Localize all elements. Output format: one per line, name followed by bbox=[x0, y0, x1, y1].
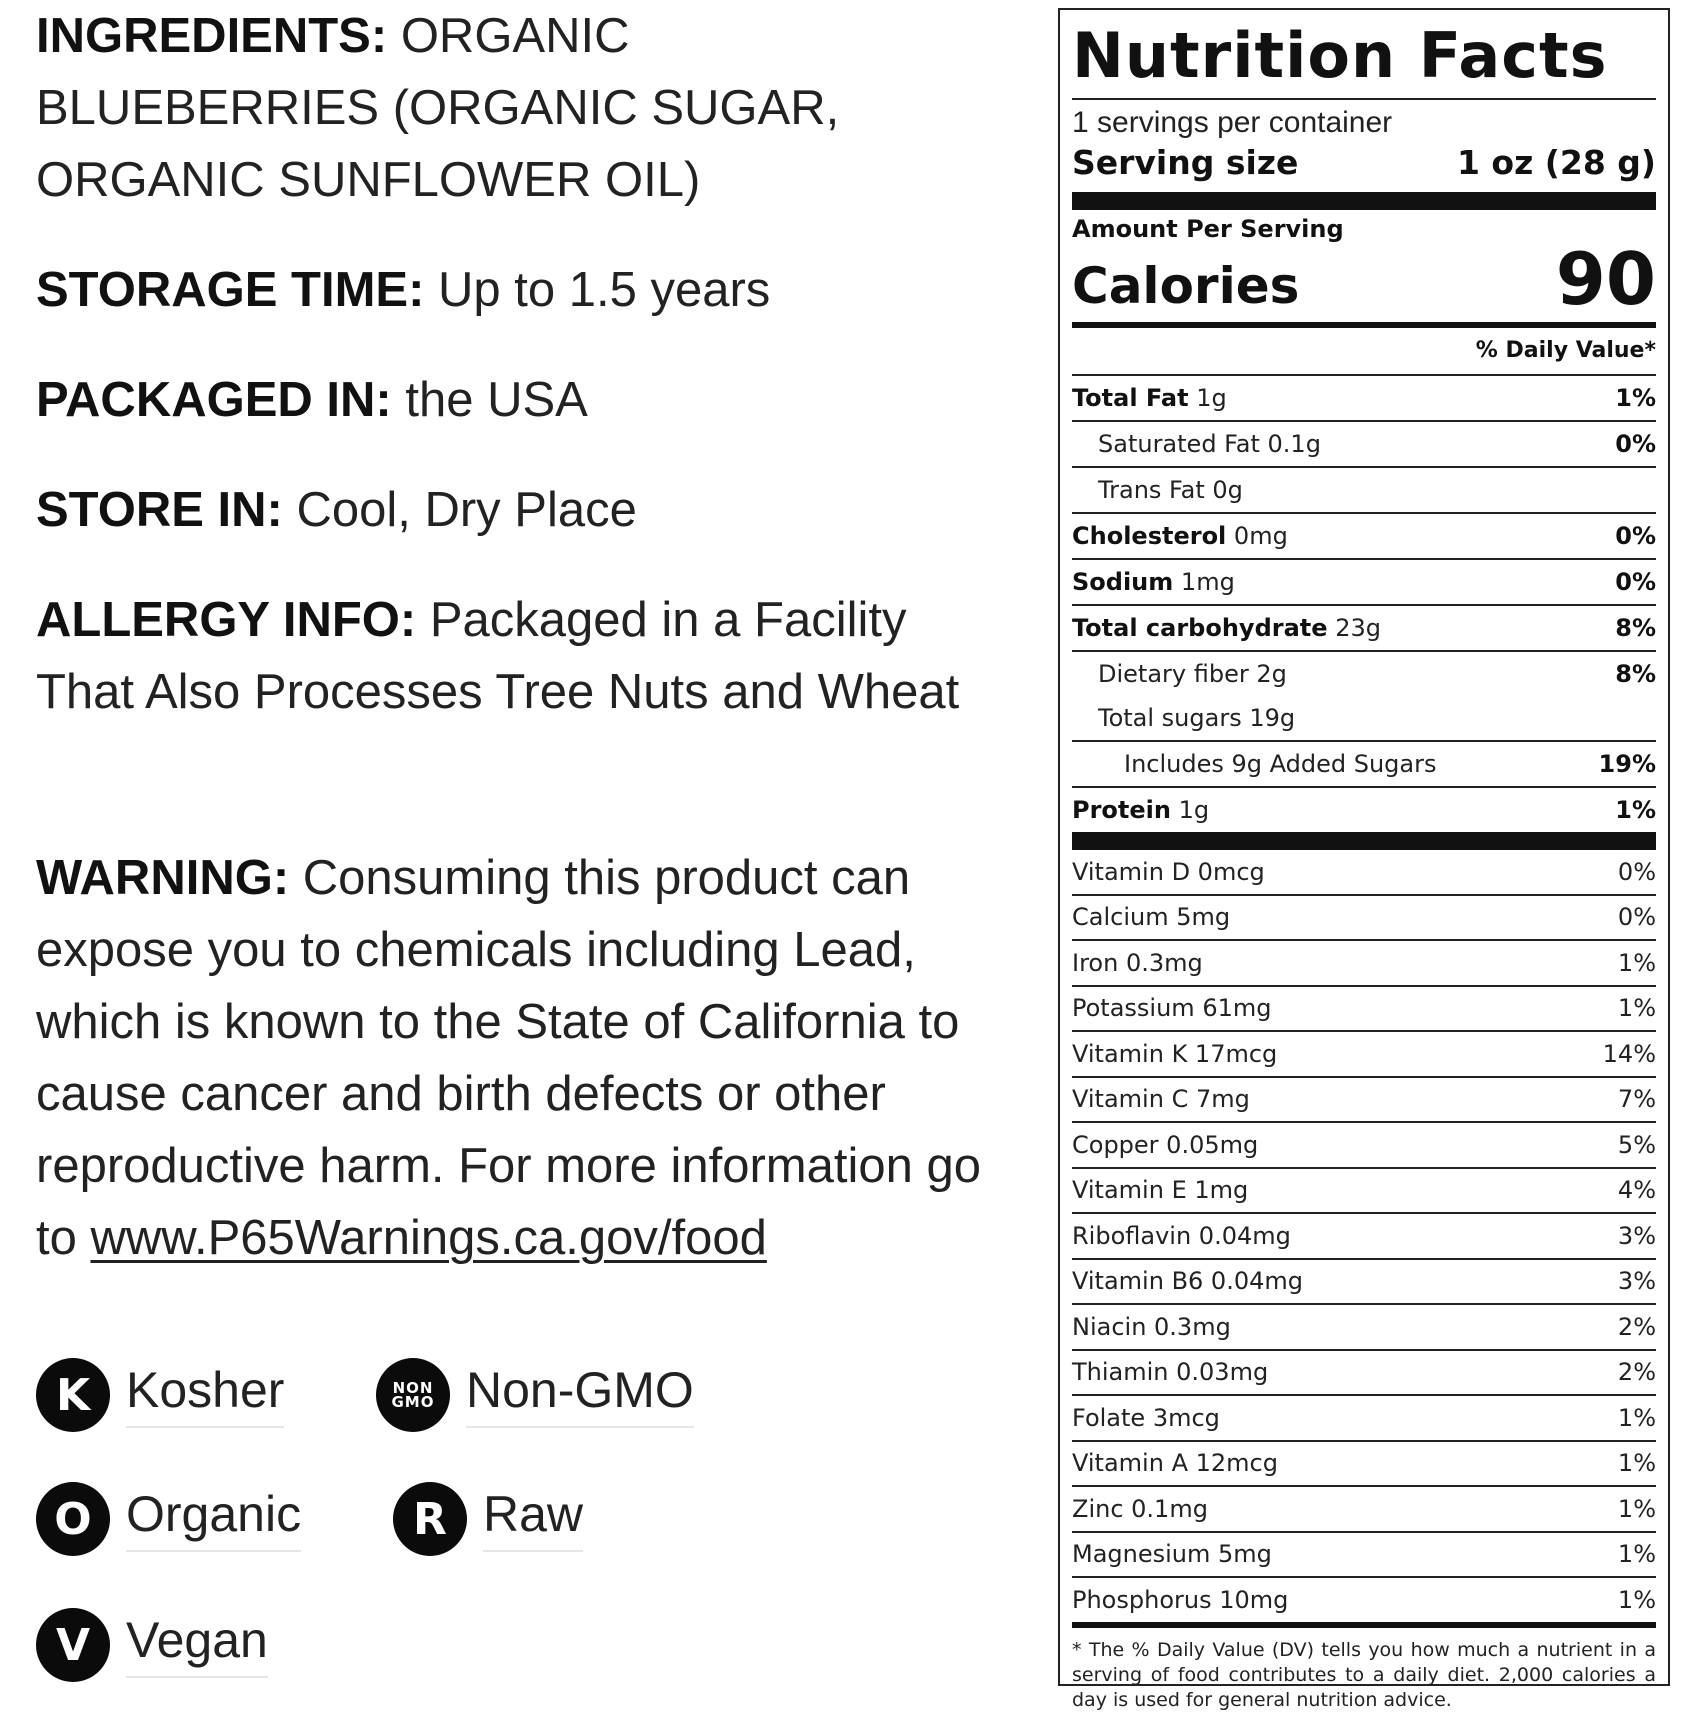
vitamin-dv: 1% bbox=[1617, 1540, 1656, 1569]
storage-time-label: STORAGE TIME: bbox=[36, 263, 425, 317]
nutrient-dv: 0% bbox=[1615, 568, 1656, 596]
vitamin-row bbox=[1072, 1030, 1656, 1076]
vitamin-row bbox=[1072, 850, 1656, 894]
storage-time-section bbox=[36, 254, 770, 326]
nutrient-row bbox=[1072, 374, 1656, 420]
vitamin-row bbox=[1072, 985, 1656, 1031]
kosher-label: Kosher bbox=[126, 1362, 284, 1428]
vitamin-row bbox=[1072, 1576, 1656, 1622]
nutrient-dv: 8% bbox=[1615, 614, 1656, 642]
nutrient-row bbox=[1072, 786, 1656, 832]
raw-icon: R bbox=[393, 1482, 467, 1556]
nutrient-row bbox=[1072, 696, 1656, 740]
non-gmo-icon-line1: NON bbox=[392, 1379, 434, 1397]
vitamin-row bbox=[1072, 1258, 1656, 1304]
warning-section bbox=[36, 842, 996, 1274]
vitamin-dv: 5% bbox=[1617, 1130, 1656, 1159]
badge-non-gmo bbox=[376, 1358, 694, 1432]
nutrient-dv: 0% bbox=[1615, 430, 1656, 458]
vitamins-list bbox=[1072, 850, 1656, 1622]
daily-value-header: % Daily Value* bbox=[1475, 338, 1656, 363]
vitamin-name: Vitamin A 12mcg bbox=[1072, 1449, 1278, 1478]
nutrient-name: Saturated Fat 0.1g bbox=[1098, 430, 1321, 458]
vitamin-row bbox=[1072, 1485, 1656, 1531]
nutrient-amount: 1g bbox=[1178, 796, 1210, 824]
vitamin-row bbox=[1072, 1531, 1656, 1577]
thick-divider bbox=[1072, 192, 1656, 210]
vitamin-name: Thiamin 0.03mg bbox=[1072, 1358, 1269, 1387]
vitamin-dv: 0% bbox=[1617, 903, 1656, 932]
vitamin-name: Phosphorus 10mg bbox=[1072, 1585, 1289, 1614]
store-in-label: STORE IN: bbox=[36, 483, 283, 537]
vitamin-name: Vitamin K 17mcg bbox=[1072, 1039, 1278, 1068]
vitamin-row bbox=[1072, 939, 1656, 985]
vitamin-row bbox=[1072, 1303, 1656, 1349]
vitamin-dv: 0% bbox=[1617, 857, 1656, 886]
vitamin-row bbox=[1072, 894, 1656, 940]
vitamin-name: Vitamin D 0mcg bbox=[1072, 857, 1265, 886]
vitamin-dv: 2% bbox=[1617, 1312, 1656, 1341]
vitamin-dv: 14% bbox=[1602, 1039, 1656, 1068]
nutrient-amount: 1mg bbox=[1180, 568, 1235, 596]
ingredients-text: ORGANIC BLUEBERRIES (ORGANIC SUGAR, ORGANIC SUNFLOWER OIL) bbox=[36, 9, 840, 207]
vitamin-dv: 1% bbox=[1617, 948, 1656, 977]
warning-text: Consuming this product can expose you to chemicals including Lead, which is known to the State of California to cause cancer and birth defects or other reproductive harm. For more information go to bbox=[36, 851, 981, 1265]
non-gmo-icon bbox=[376, 1358, 450, 1432]
vitamin-dv: 1% bbox=[1617, 1449, 1656, 1478]
vitamin-name: Zinc 0.1mg bbox=[1072, 1494, 1208, 1523]
store-in-text: Cool, Dry Place bbox=[296, 483, 637, 537]
packaged-in-text: the USA bbox=[405, 373, 588, 427]
raw-label: Raw bbox=[483, 1486, 583, 1552]
vitamin-name: Niacin 0.3mg bbox=[1072, 1312, 1231, 1341]
vitamin-name: Folate 3mcg bbox=[1072, 1403, 1220, 1432]
badge-organic bbox=[36, 1482, 301, 1556]
calories-row bbox=[1072, 237, 1656, 321]
nutrient-amount: 1g bbox=[1196, 384, 1227, 412]
serving-size-label: Serving size bbox=[1072, 143, 1299, 182]
nutrient-name: Sodium bbox=[1072, 568, 1174, 596]
nutrition-facts-title: Nutrition Facts bbox=[1072, 19, 1608, 92]
badge-vegan bbox=[36, 1608, 268, 1682]
vitamin-dv: 7% bbox=[1617, 1085, 1656, 1114]
daily-value-footnote: * The % Daily Value (DV) tells you how much a nutrient in a serving of food contributes to a daily diet. 2,000 calories a day is used for general nutrition advice. bbox=[1072, 1638, 1656, 1711]
ingredients-label: INGREDIENTS: bbox=[36, 9, 388, 63]
vegan-icon: V bbox=[36, 1608, 110, 1682]
nutrient-name: Total sugars 19g bbox=[1098, 704, 1296, 732]
vitamin-row bbox=[1072, 1212, 1656, 1258]
nutrient-dv: 1% bbox=[1615, 796, 1656, 824]
nutrient-row bbox=[1072, 420, 1656, 466]
vitamin-dv: 2% bbox=[1617, 1358, 1656, 1387]
nutrient-amount: 23g bbox=[1335, 614, 1381, 642]
non-gmo-icon-line2: GMO bbox=[391, 1393, 435, 1411]
vitamin-name: Calcium 5mg bbox=[1072, 903, 1231, 932]
nutrient-name: Trans Fat 0g bbox=[1098, 476, 1243, 504]
serving-size-row bbox=[1072, 142, 1656, 192]
vitamin-name: Vitamin B6 0.04mg bbox=[1072, 1267, 1303, 1296]
vitamin-name: Vitamin C 7mg bbox=[1072, 1085, 1250, 1114]
serving-size-value: 1 oz (28 g) bbox=[1456, 143, 1656, 182]
vitamin-name: Potassium 61mg bbox=[1072, 994, 1272, 1023]
vitamin-row bbox=[1072, 1349, 1656, 1395]
nutrient-name: Cholesterol bbox=[1072, 522, 1227, 550]
p65-warnings-link[interactable]: www.P65Warnings.ca.gov/food bbox=[90, 1211, 767, 1265]
vitamin-name: Copper 0.05mg bbox=[1072, 1130, 1259, 1159]
vitamin-row bbox=[1072, 1167, 1656, 1213]
nutrient-row bbox=[1072, 558, 1656, 604]
nutrient-name: Protein bbox=[1072, 796, 1171, 824]
nutrient-row bbox=[1072, 466, 1656, 512]
nutrient-dv: 19% bbox=[1598, 750, 1656, 778]
vitamin-dv: 3% bbox=[1617, 1221, 1656, 1250]
amount-per-serving: Amount Per Serving bbox=[1072, 215, 1344, 243]
medium-divider bbox=[1072, 1622, 1656, 1628]
nutrient-name: Total Fat bbox=[1072, 384, 1189, 412]
vitamin-dv: 1% bbox=[1617, 1494, 1656, 1523]
nutrient-row bbox=[1072, 650, 1656, 696]
organic-icon: O bbox=[36, 1482, 110, 1556]
allergy-info-text: Packaged in a Facility That Also Processes Tree Nuts and Wheat bbox=[36, 593, 960, 719]
nutrition-facts-panel bbox=[1058, 8, 1670, 1711]
nutrient-name: Total carbohydrate bbox=[1072, 614, 1328, 642]
organic-label: Organic bbox=[126, 1486, 301, 1552]
vitamin-name: Iron 0.3mg bbox=[1072, 948, 1203, 977]
vitamin-row bbox=[1072, 1394, 1656, 1440]
packaged-in-label: PACKAGED IN: bbox=[36, 373, 392, 427]
calories-value: 90 bbox=[1555, 237, 1656, 321]
ingredients-section bbox=[36, 0, 916, 216]
vitamin-row bbox=[1072, 1440, 1656, 1486]
nutrient-name: Includes 9g Added Sugars bbox=[1124, 750, 1437, 778]
nutrient-amount: 0mg bbox=[1233, 522, 1288, 550]
vitamin-name: Riboflavin 0.04mg bbox=[1072, 1221, 1291, 1250]
vitamin-dv: 3% bbox=[1617, 1267, 1656, 1296]
nutrient-row bbox=[1072, 740, 1656, 786]
allergy-info-label: ALLERGY INFO: bbox=[36, 593, 417, 647]
vitamin-dv: 1% bbox=[1617, 1403, 1656, 1432]
thick-divider bbox=[1072, 832, 1656, 850]
badge-raw bbox=[393, 1482, 583, 1556]
badge-kosher bbox=[36, 1358, 284, 1432]
nutrient-dv: 8% bbox=[1615, 660, 1656, 688]
store-in-section bbox=[36, 474, 637, 546]
storage-time-text: Up to 1.5 years bbox=[438, 263, 771, 317]
vitamin-name: Magnesium 5mg bbox=[1072, 1540, 1272, 1569]
nutrient-row bbox=[1072, 604, 1656, 650]
vitamin-dv: 1% bbox=[1617, 994, 1656, 1023]
servings-per-container: 1 servings per container bbox=[1072, 106, 1393, 139]
divider bbox=[1072, 98, 1656, 100]
vitamin-row bbox=[1072, 1121, 1656, 1167]
warning-label: WARNING: bbox=[36, 851, 290, 905]
vitamin-row bbox=[1072, 1076, 1656, 1122]
vegan-label: Vegan bbox=[126, 1612, 268, 1678]
nutrient-row bbox=[1072, 512, 1656, 558]
nutrient-dv: 1% bbox=[1615, 384, 1656, 412]
calories-label: Calories bbox=[1072, 257, 1300, 315]
nutrient-name: Dietary fiber 2g bbox=[1098, 660, 1287, 688]
nutrient-dv: 0% bbox=[1615, 522, 1656, 550]
allergy-info-section bbox=[36, 584, 976, 728]
vitamin-dv: 4% bbox=[1617, 1176, 1656, 1205]
vitamin-dv: 1% bbox=[1617, 1585, 1656, 1614]
packaged-in-section bbox=[36, 364, 588, 436]
vitamin-name: Vitamin E 1mg bbox=[1072, 1176, 1249, 1205]
non-gmo-label: Non-GMO bbox=[466, 1362, 694, 1428]
kosher-icon: K bbox=[36, 1358, 110, 1432]
